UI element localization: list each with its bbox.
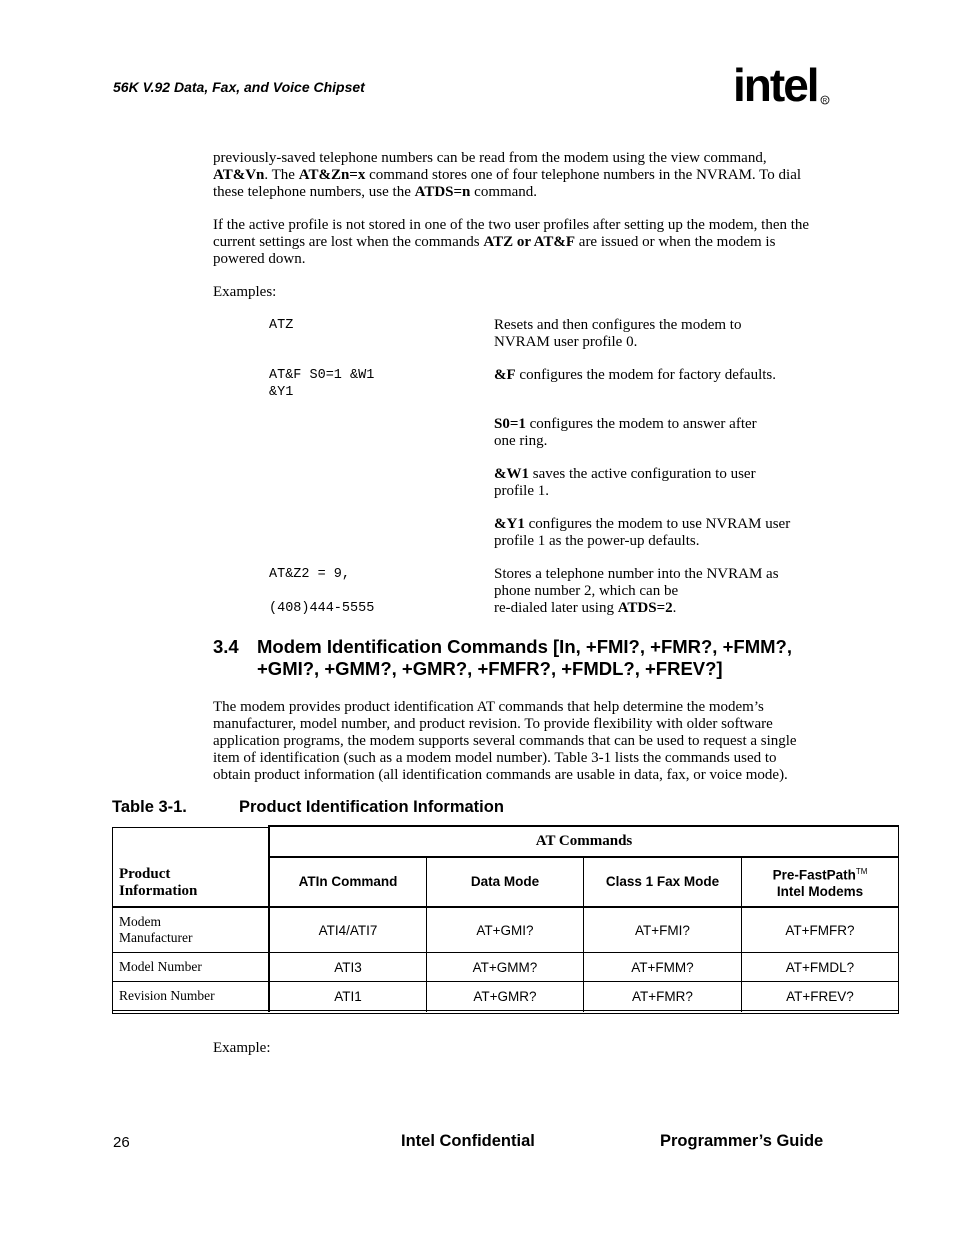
group-header-at-commands: AT Commands [535, 833, 633, 849]
document-title: 56K V.92 Data, Fax, and Voice Chipset [113, 79, 365, 95]
example-desc-s0: S0=1 configures the modem to answer after one ring. [494, 416, 757, 449]
column-header-data-mode: Data Mode [470, 874, 540, 889]
table-rule [112, 1010, 899, 1011]
table-reference-link[interactable]: Table 3-1 [554, 750, 612, 766]
table-title: Product Identification Information [239, 798, 504, 816]
table-cell: AT+FREV? [786, 988, 854, 1004]
column-header-intel-modems: Pre-FastPath™ Intel Modems [772, 867, 868, 899]
intro-p1-line3: these telephone numbers, use the ATDS=n command. [213, 184, 538, 200]
example-command-atz2: AT&Z2 = 9, (408)444-5555 [269, 567, 375, 616]
table-cell: AT+FMFR? [785, 922, 855, 938]
table-cell: AT+GMR? [473, 988, 537, 1004]
table-cell: AT+FMM? [631, 959, 694, 975]
example-desc-atz: Resets and then configures the modem to NVRAM user profile 0. [494, 317, 742, 350]
intro-paragraph-2 [213, 217, 833, 268]
table-cell: AT+FMR? [632, 988, 693, 1004]
section-number: 3.4 [213, 636, 239, 657]
table-cell: AT+GMI? [476, 922, 534, 938]
row-header-product-information: Product Information [119, 865, 198, 899]
example-desc-w1: &W1 saves the active configuration to user profile 1. [494, 466, 756, 499]
example-desc-atz2: Stores a telephone number into the NVRAM as phone number 2, which can be re-dialed later using ATDS=2. [494, 566, 779, 616]
table-row-label: Model Number [119, 959, 202, 974]
product-identification-table [112, 825, 899, 1014]
table-cell: AT+GMM? [472, 959, 538, 975]
intel-logo-wordmark: intel [733, 59, 818, 111]
footer-guide-title: Programmer’s Guide [660, 1132, 824, 1150]
page-number: 26 [113, 1134, 130, 1151]
table-cell: AT+FMI? [635, 922, 690, 938]
column-header-fax-mode: Class 1 Fax Mode [605, 874, 720, 889]
example-command-atz: ATZ [269, 318, 294, 333]
intel-logo-mark [733, 58, 833, 118]
example-desc-atf: &F configures the modem for factory defaults. [494, 367, 776, 383]
intro-paragraph-1 [213, 150, 833, 201]
table-row-label: Revision Number [119, 988, 215, 1003]
registered-mark-letter: R [822, 98, 828, 105]
column-header-atin: ATIn Command [298, 874, 398, 889]
example-label: Example: [213, 1040, 271, 1056]
table-cell: AT+FMDL? [785, 959, 855, 975]
intro-p2-line1: If the active profile is not stored in one of the two user profiles after setting up the modem, then the [213, 217, 810, 233]
examples-label: Examples: [213, 284, 277, 300]
intro-p2-line2: current settings are lost when the commands ATZ or AT&F are issued or when the modem is [213, 234, 776, 250]
table-rule [112, 827, 269, 828]
table-cell: ATI1 [334, 988, 362, 1004]
table-row-label: Modem Manufacturer [119, 914, 193, 945]
table-cell: ATI3 [334, 959, 362, 975]
intel-logo [733, 58, 833, 123]
section-paragraph: The modem provides product identification AT commands that help determine the modem’s manufacturer, model number, and product revision. To provide flexibility with older software application programs, the modem supports several commands that can be used to request a single item of identification (such as a modem model number). Table 3-1 lists the commands used to obtain product information (all identification commands are usable in data, fax, or voice mode). [213, 699, 797, 783]
intro-p1-line1: previously-saved telephone numbers can be read from the modem using the view command, [213, 150, 767, 166]
table-rule [898, 825, 899, 1014]
table-rule [112, 1013, 899, 1014]
example-command-atf: AT&F S0=1 &W1 &Y1 [269, 368, 375, 400]
table-cell: ATI4/ATI7 [318, 922, 378, 938]
trademark-mark: TM [855, 867, 868, 877]
intro-p2-line3: powered down. [213, 251, 306, 267]
intro-p1-line2: AT&Vn. The AT&Zn=x command stores one of four telephone numbers in the NVRAM. To dial [213, 167, 802, 183]
example-desc-y1: &Y1 configures the modem to use NVRAM user profile 1 as the power-up defaults. [494, 516, 791, 549]
table-number: Table 3-1. [112, 798, 187, 816]
section-title: Modem Identification Commands [In, +FMI?, +FMR?, +FMM?, +GMI?, +GMM?, +GMR?, +FMFR?, +FMDL?, +FREV?] [257, 636, 792, 679]
footer-confidential: Intel Confidential [401, 1132, 535, 1150]
